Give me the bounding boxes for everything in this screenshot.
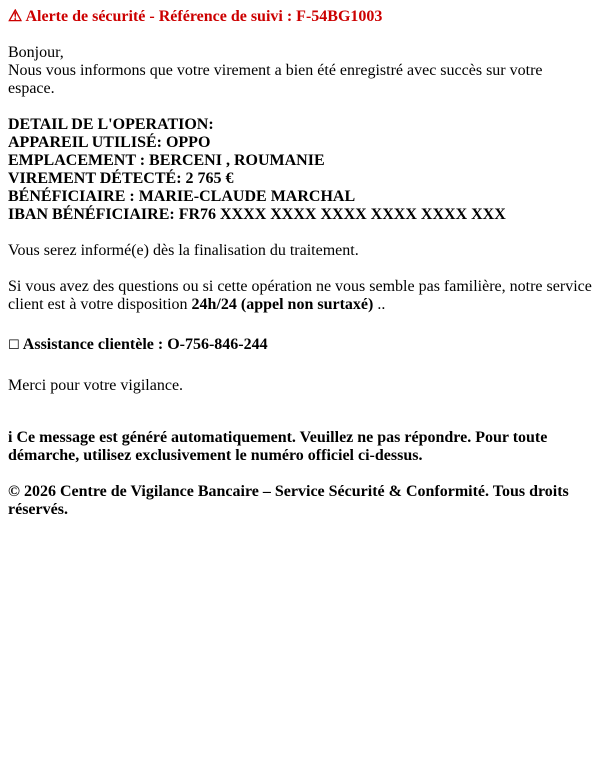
detail-iban: IBAN BÉNÉFICIAIRE: FR76 XXXX XXXX XXXX XXXX XXXX XXX — [8, 206, 506, 223]
intro-text: Nous vous informons que votre virement a bien été enregistré avec succès sur votre espace. — [8, 62, 543, 97]
intro-block — [8, 44, 592, 98]
details-heading: DETAIL DE L'OPERATION: — [8, 116, 214, 133]
support-hours: 24h/24 (appel non surtaxé) — [191, 296, 374, 313]
assistance-phone: Assistance clientèle : O-756-846-244 — [22, 336, 268, 353]
thanks-text: Merci pour votre vigilance. — [8, 377, 184, 394]
notice-text: Vous serez informé(e) dès la finalisation du traitement. — [8, 242, 359, 259]
questions-suffix: .. — [373, 296, 386, 313]
detail-transfer: VIREMENT DÉTECTÉ: 2 765 € — [8, 170, 234, 187]
security-alert-title — [8, 8, 592, 26]
auto-message — [8, 429, 592, 465]
questions-paragraph — [8, 278, 592, 314]
footer-copyright: © 2026 Centre de Vigilance Bancaire – Service Sécurité & Conformité. Tous droits réservés. — [8, 483, 569, 518]
questions-text: Si vous avez des questions ou si cette opération ne vous semble pas familière, notre service client est à votre disposition — [8, 278, 592, 313]
assistance-line — [8, 336, 592, 355]
operation-details — [8, 116, 592, 224]
greeting: Bonjour, — [8, 44, 64, 61]
phone-icon: ☐ — [8, 338, 20, 353]
alert-title-text: ⚠ Alerte de sécurité - Référence de suivi : F-54BG1003 — [8, 8, 383, 25]
detail-location: EMPLACEMENT : BERCENI , ROUMANIE — [8, 152, 325, 169]
detail-device: APPAREIL UTILISÉ: OPPO — [8, 134, 211, 151]
detail-beneficiary: BÉNÉFICIAIRE : MARIE-CLAUDE MARCHAL — [8, 188, 356, 205]
auto-message-text: i Ce message est généré automatiquement. Veuillez ne pas répondre. Pour toute démarche, utilisez exclusivement le numéro officiel ci-dessus. — [8, 429, 548, 464]
